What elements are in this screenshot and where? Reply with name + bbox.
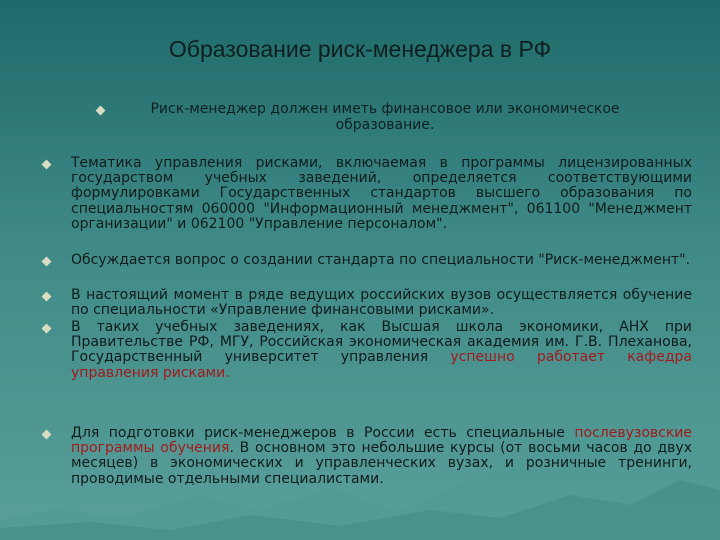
bullet-item-5-highlight: послевузовские программы обучения — [71, 425, 692, 457]
bullet-item-4 — [71, 320, 692, 381]
bullet-item-2: Обсуждается вопрос о создании стандарта по специальности "Риск-менеджмент". — [71, 252, 691, 268]
page-title: Образование риск-менеджера в РФ — [168, 36, 552, 62]
bullet-item-4-text: В таких учебных заведениях, как Высшая школа экономики, АНХ при Правительстве РФ, МГУ, Российская экономическая академия им. Г.В. Плеханова, Государственный университет управления — [71, 319, 692, 366]
bullet-item-5-text: Для подготовки риск-менеджеров в России есть специальные — [71, 425, 575, 441]
bullet-icon — [42, 257, 52, 267]
bullet-item-4-highlight: успешно работает кафедра управления рисками. — [71, 349, 692, 381]
bullet-item-5 — [71, 426, 692, 487]
bullet-item-1: Тематика управления рисками, включаемая в программы лицензированных государством учебных заведений, определяется соответствующими формулировками Государственных стандартов высшего образования по специальностям 060000 "Информационный менеджмент", 061100 "Менеджмент организации" и 062100 "Управление персоналом". — [71, 155, 692, 232]
bullet-item-5-text-after: . В основном это небольшие курсы (от восьми часов до двух месяцев) в экономических и управленческих вузах, и розничные тренинги, проводимые отдельными специалистами. — [71, 440, 692, 487]
bullet-icon — [42, 324, 52, 334]
bullet-icon — [42, 292, 52, 302]
intro-text: Риск-менеджер должен иметь финансовое или экономическое образование. — [150, 101, 620, 133]
bullet-item-3: В настоящий момент в ряде ведущих российских вузов осуществляется обучение по специальности «Управление финансовыми рисками». — [71, 287, 692, 319]
bullet-icon — [42, 160, 52, 170]
bullet-icon — [96, 106, 106, 116]
